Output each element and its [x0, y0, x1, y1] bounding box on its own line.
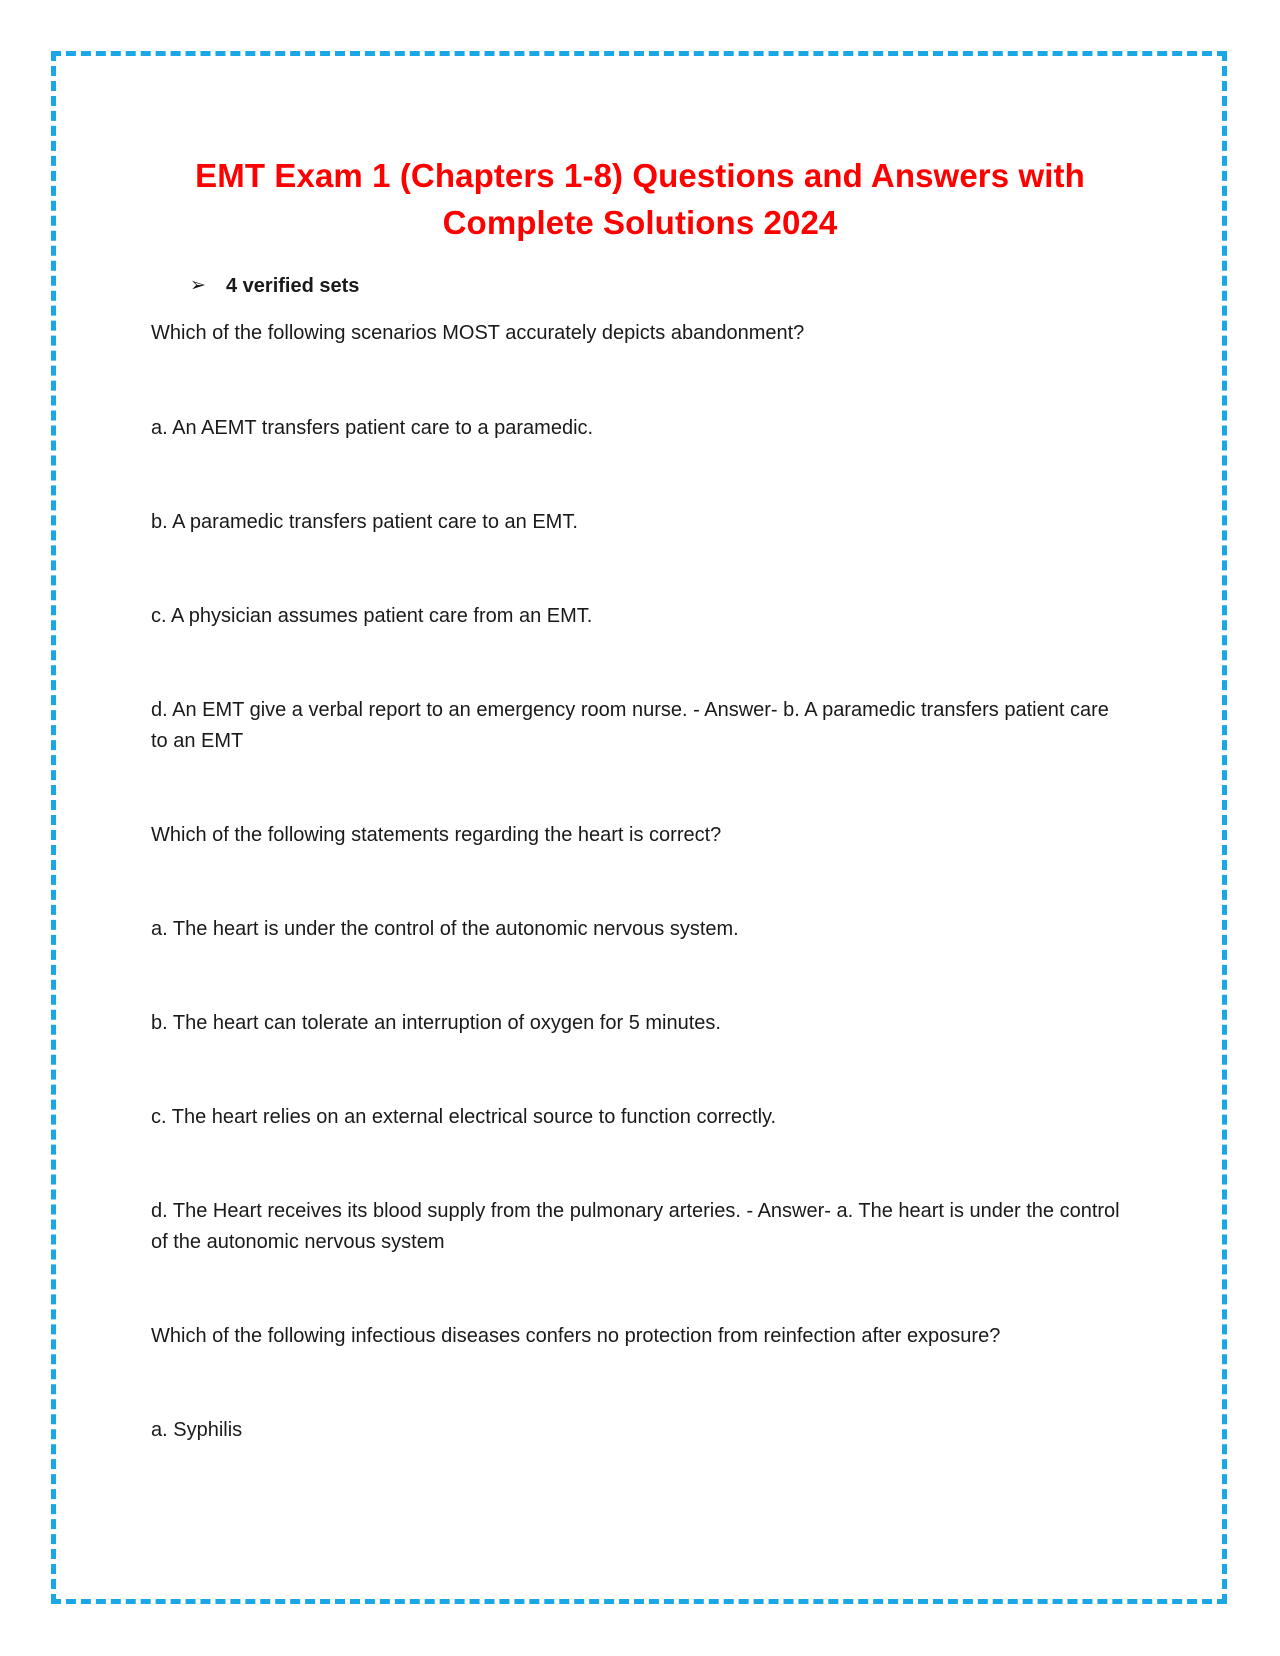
question-1-option-b: b. A paramedic transfers patient care to an EMT. [151, 511, 578, 533]
page-title [140, 152, 1140, 246]
question-2-option-a: a. The heart is under the control of the autonomic nervous system. [151, 918, 739, 940]
title-line-2: Complete Solutions 2024 [442, 204, 838, 241]
question-3-option-a: a. Syphilis [151, 1419, 243, 1441]
question-2-option-c: c. The heart relies on an external electrical source to function correctly. [151, 1106, 777, 1128]
question-2: Which of the following statements regarding the heart is correct? [151, 824, 722, 846]
question-1-option-c: c. A physician assumes patient care from an EMT. [151, 605, 593, 627]
question-1-option-a: a. An AEMT transfers patient care to a paramedic. [151, 417, 594, 439]
bullet-text: 4 verified sets [226, 275, 360, 297]
title-line-1: EMT Exam 1 (Chapters 1-8) Questions and Answers with [195, 157, 1085, 194]
bullet-item [190, 272, 359, 300]
question-3: Which of the following infectious diseases confers no protection from reinfection after exposure? [151, 1325, 1001, 1347]
question-2-option-b: b. The heart can tolerate an interruption of oxygen for 5 minutes. [151, 1012, 721, 1034]
question-1-option-d-answer: d. An EMT give a verbal report to an emergency room nurse. - Answer- b. A paramedic transfers patient care to an EMT [151, 699, 1109, 752]
arrow-bullet-icon: ➢ [190, 275, 206, 296]
question-2-option-d-answer: d. The Heart receives its blood supply from the pulmonary arteries. - Answer- a. The heart is under the control of the autonomic nervous system [151, 1200, 1120, 1253]
question-1: Which of the following scenarios MOST accurately depicts abandonment? [151, 322, 805, 344]
